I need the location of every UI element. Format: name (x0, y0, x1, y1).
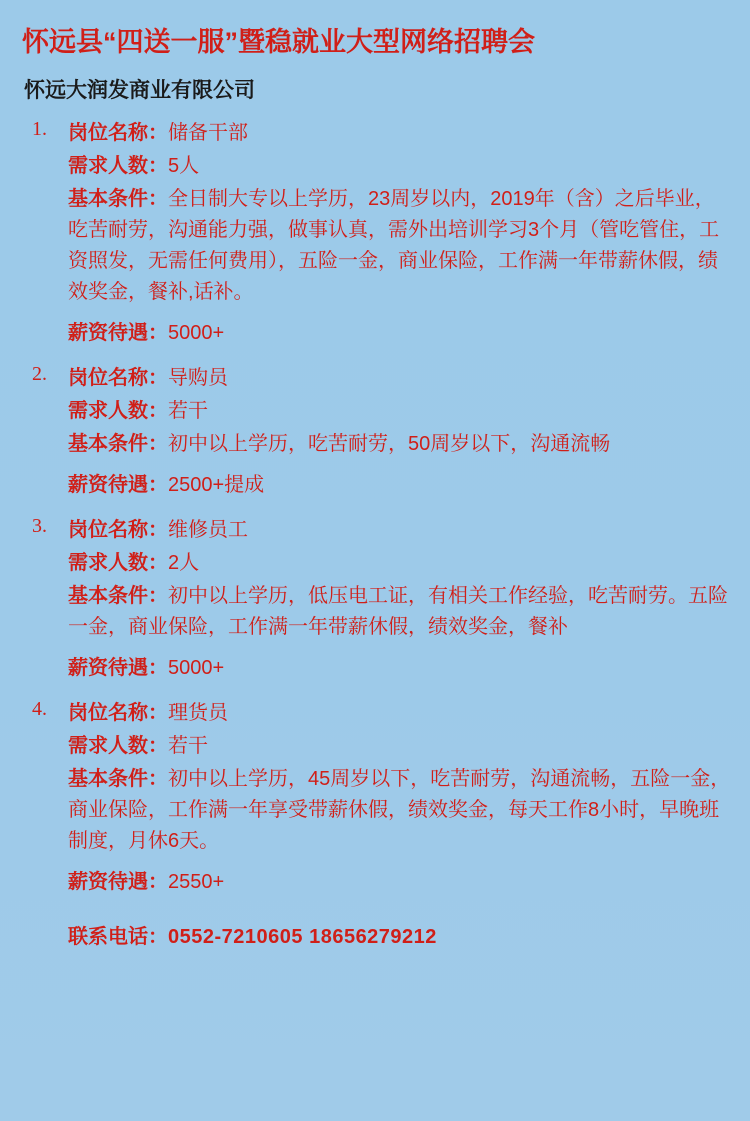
colon: ： (148, 188, 168, 211)
job-headcount-label: 需求人数 (68, 552, 148, 575)
job-headcount-line (68, 731, 732, 762)
job-position-value: 理货员 (168, 702, 228, 725)
colon: ： (148, 871, 168, 894)
job-position-line (68, 515, 732, 546)
contact-label: 联系电话： (68, 926, 168, 949)
list-item (22, 363, 732, 501)
colon: ： (148, 367, 168, 390)
job-requirements-line (68, 764, 732, 857)
list-item (22, 698, 732, 898)
job-salary-line (68, 318, 732, 349)
job-position-value: 维修员工 (168, 519, 248, 542)
colon: ： (148, 322, 168, 345)
job-requirements-label: 基本条件 (68, 768, 148, 791)
job-headcount-value: 若干 (168, 735, 208, 758)
job-salary-value: 5000+ (168, 322, 225, 345)
job-index: 1. (32, 118, 47, 141)
job-requirements-value: 初中以上学历，吃苦耐劳，50周岁以下，沟通流畅 (168, 433, 611, 456)
colon: ： (148, 702, 168, 725)
job-index: 2. (32, 363, 47, 386)
contact-line (68, 920, 732, 949)
list-item (22, 118, 732, 349)
job-salary-line (68, 653, 732, 684)
job-position-value: 储备干部 (168, 122, 248, 145)
job-headcount-line (68, 548, 732, 579)
job-requirements-line (68, 184, 732, 308)
job-salary-value: 2500+提成 (168, 474, 265, 497)
job-position-line (68, 118, 732, 149)
job-headcount-label: 需求人数 (68, 735, 148, 758)
colon: ： (148, 155, 168, 178)
colon: ： (148, 585, 168, 608)
job-salary-line (68, 470, 732, 501)
job-requirements-line (68, 429, 732, 460)
job-salary-line (68, 867, 732, 898)
colon: ： (148, 735, 168, 758)
company-name: 怀远大润发商业有限公司 (24, 79, 255, 103)
colon: ： (148, 400, 168, 423)
job-position-line (68, 698, 732, 729)
job-requirements-line (68, 581, 732, 643)
job-headcount-line (68, 396, 732, 427)
job-requirements-value: 初中以上学历，45周岁以下，吃苦耐劳，沟通流畅，五险一金，商业保险，工作满一年享受带薪休假，绩效奖金，每天工作8小时，早晚班制度，月休6天。 (68, 768, 731, 853)
list-item (22, 515, 732, 684)
colon: ： (148, 657, 168, 680)
job-headcount-line (68, 151, 732, 182)
job-requirements-label: 基本条件 (68, 433, 148, 456)
job-salary-value: 2550+ (168, 871, 225, 894)
colon: ： (148, 433, 168, 456)
job-headcount-value: 5人 (168, 155, 200, 178)
job-requirements-label: 基本条件 (68, 585, 148, 608)
job-index: 3. (32, 515, 47, 538)
job-salary-value: 5000+ (168, 657, 225, 680)
job-headcount-value: 2人 (168, 552, 200, 575)
contact-phone-numbers: 0552-7210605 18656279212 (168, 926, 437, 949)
colon: ： (148, 768, 168, 791)
job-headcount-label: 需求人数 (68, 400, 148, 423)
job-position-label: 岗位名称 (68, 702, 148, 725)
job-requirements-label: 基本条件 (68, 188, 148, 211)
job-position-label: 岗位名称 (68, 122, 148, 145)
job-position-label: 岗位名称 (68, 367, 148, 390)
colon: ： (148, 122, 168, 145)
job-headcount-label: 需求人数 (68, 155, 148, 178)
job-position-label: 岗位名称 (68, 519, 148, 542)
job-headcount-value: 若干 (168, 400, 208, 423)
job-salary-label: 薪资待遇 (68, 871, 148, 894)
job-position-value: 导购员 (168, 367, 228, 390)
job-index: 4. (32, 698, 47, 721)
colon: ： (148, 519, 168, 542)
job-requirements-value: 全日制大专以上学历，23周岁以内，2019年（含）之后毕业，吃苦耐劳，沟通能力强，做事认真，需外出培训学习3个月（管吃管住，工资照发，无需任何费用），五险一金，商业保险，工作满一年带薪休假，绩效奖金，餐补,话补。 (68, 188, 720, 304)
job-requirements-value: 初中以上学历，低压电工证，有相关工作经验，吃苦耐劳。五险一金，商业保险，工作满一年带薪休假，绩效奖金，餐补 (68, 585, 728, 639)
colon: ： (148, 552, 168, 575)
job-list (22, 118, 732, 898)
job-salary-label: 薪资待遇 (68, 657, 148, 680)
page-title: 怀远县“四送一服”暨稳就业大型网络招聘会 (22, 27, 535, 57)
job-position-line (68, 363, 732, 394)
colon: ： (148, 474, 168, 497)
job-salary-label: 薪资待遇 (68, 474, 148, 497)
job-salary-label: 薪资待遇 (68, 322, 148, 345)
